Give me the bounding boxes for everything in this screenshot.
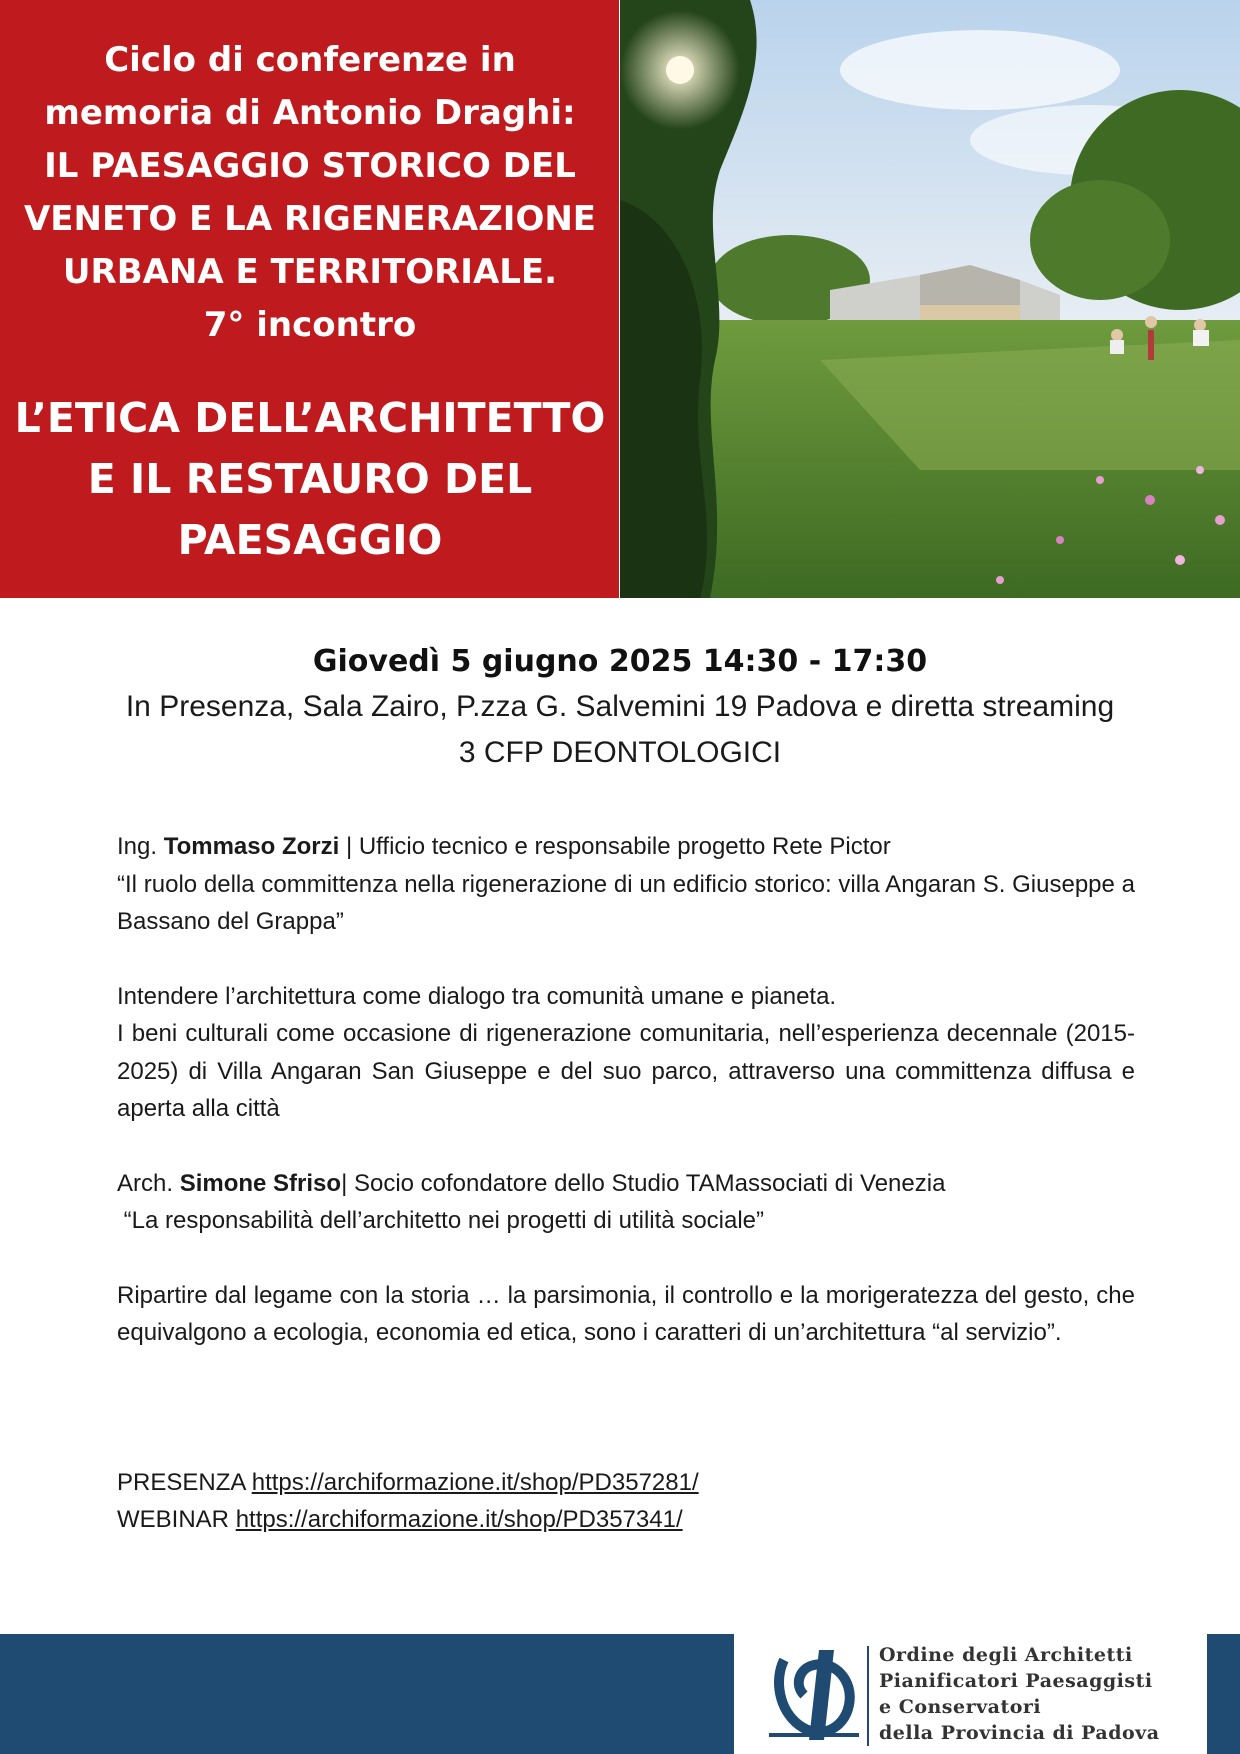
org-line: della Provincia di Padova <box>879 1722 1160 1744</box>
webinar-link[interactable]: https://archiformazione.it/shop/PD357341/ <box>235 1506 683 1533</box>
event-credits: 3 CFP DEONTOLOGICI <box>458 736 782 769</box>
talk-abstract: Intendere l’architettura come dialogo tra comunità umane e pianeta. <box>117 982 837 1010</box>
org-line: Ordine degli Architetti <box>879 1644 1133 1666</box>
landscape-rendering-image <box>620 0 1240 598</box>
title-panel <box>0 0 619 598</box>
talk-abstract: I beni culturali come occasione di rigenerazione comunitaria, nell’esperienza decennale (2015-2025) di Villa Angaran San Giuseppe e del suo parco, attraverso una committenza diffusa e aperta alla città <box>117 1020 1135 1122</box>
series-line: Ciclo di conferenze in <box>104 40 516 80</box>
registration-presenza <box>117 1464 1135 1502</box>
talk-abstract: Ripartire dal legame con la storia … la parsimonia, il controllo e la morigeratezza del gesto, che equivalgono a ecologia, economia ed etica, sono i caratteri di un’architettura “al servizio”. <box>117 1281 1135 1346</box>
event-info <box>0 640 1240 776</box>
series-line: IL PAESAGGIO STORICO DEL <box>44 146 576 186</box>
footer-color-band <box>0 1634 734 1754</box>
webinar-label: WEBINAR <box>117 1506 236 1533</box>
series-line: VENETO E LA RIGENERAZIONE <box>23 199 597 239</box>
series-line: URBANA E TERRITORIALE. <box>62 252 558 292</box>
speaker-name: Tommaso Zorzi <box>163 833 340 860</box>
registration-webinar <box>117 1501 1135 1539</box>
order-emblem-icon <box>764 1640 864 1748</box>
series-line: memoria di Antonio Draghi: <box>44 93 576 133</box>
org-line: Pianificatori Paesaggisti <box>879 1670 1153 1692</box>
footer-color-band <box>1207 1634 1240 1754</box>
talk-title: “Il ruolo della committenza nella rigenerazione di un edificio storico: villa Angaran S. Giuseppe a Bassano del Grappa” <box>117 870 1135 935</box>
speaker-title: Arch. <box>117 1169 174 1197</box>
speaker-title: Ing. <box>117 833 158 860</box>
speaker-heading <box>117 1165 1135 1203</box>
organization-name <box>879 1642 1160 1746</box>
header-banner <box>0 0 1240 598</box>
org-line: e Conservatori <box>879 1696 1042 1718</box>
speaker-role: | Ufficio tecnico e responsabile progetto Rete Pictor <box>339 833 891 860</box>
organization-logo <box>734 1634 1207 1754</box>
event-talk-title <box>10 388 610 571</box>
speaker-heading <box>117 828 1135 866</box>
presenza-link[interactable]: https://archiformazione.it/shop/PD357281/ <box>251 1468 699 1496</box>
program-content <box>117 828 1135 1539</box>
talk-line: L’ETICA DELL’ARCHITETTO <box>14 394 606 442</box>
talk-title: “La responsabilità dell’architetto nei progetti di utilità sociale” <box>117 1207 765 1234</box>
talk-line: PAESAGGIO <box>177 516 443 564</box>
footer-bar <box>0 1634 1240 1754</box>
conference-series-title <box>10 34 610 352</box>
speaker-role: | Socio cofondatore dello Studio TAMassociati di Venezia <box>341 1169 946 1197</box>
talk-line: E IL RESTAURO DEL <box>87 455 533 503</box>
series-line: 7° incontro <box>203 305 417 345</box>
event-date-time: Giovedì 5 giugno 2025 14:30 - 17:30 <box>312 644 928 679</box>
presenza-label: PRESENZA <box>117 1468 252 1496</box>
speaker-name: Simone Sfriso <box>179 1169 342 1197</box>
event-location: In Presenza, Sala Zairo, P.zza G. Salvemini 19 Padova e diretta streaming <box>125 690 1115 723</box>
